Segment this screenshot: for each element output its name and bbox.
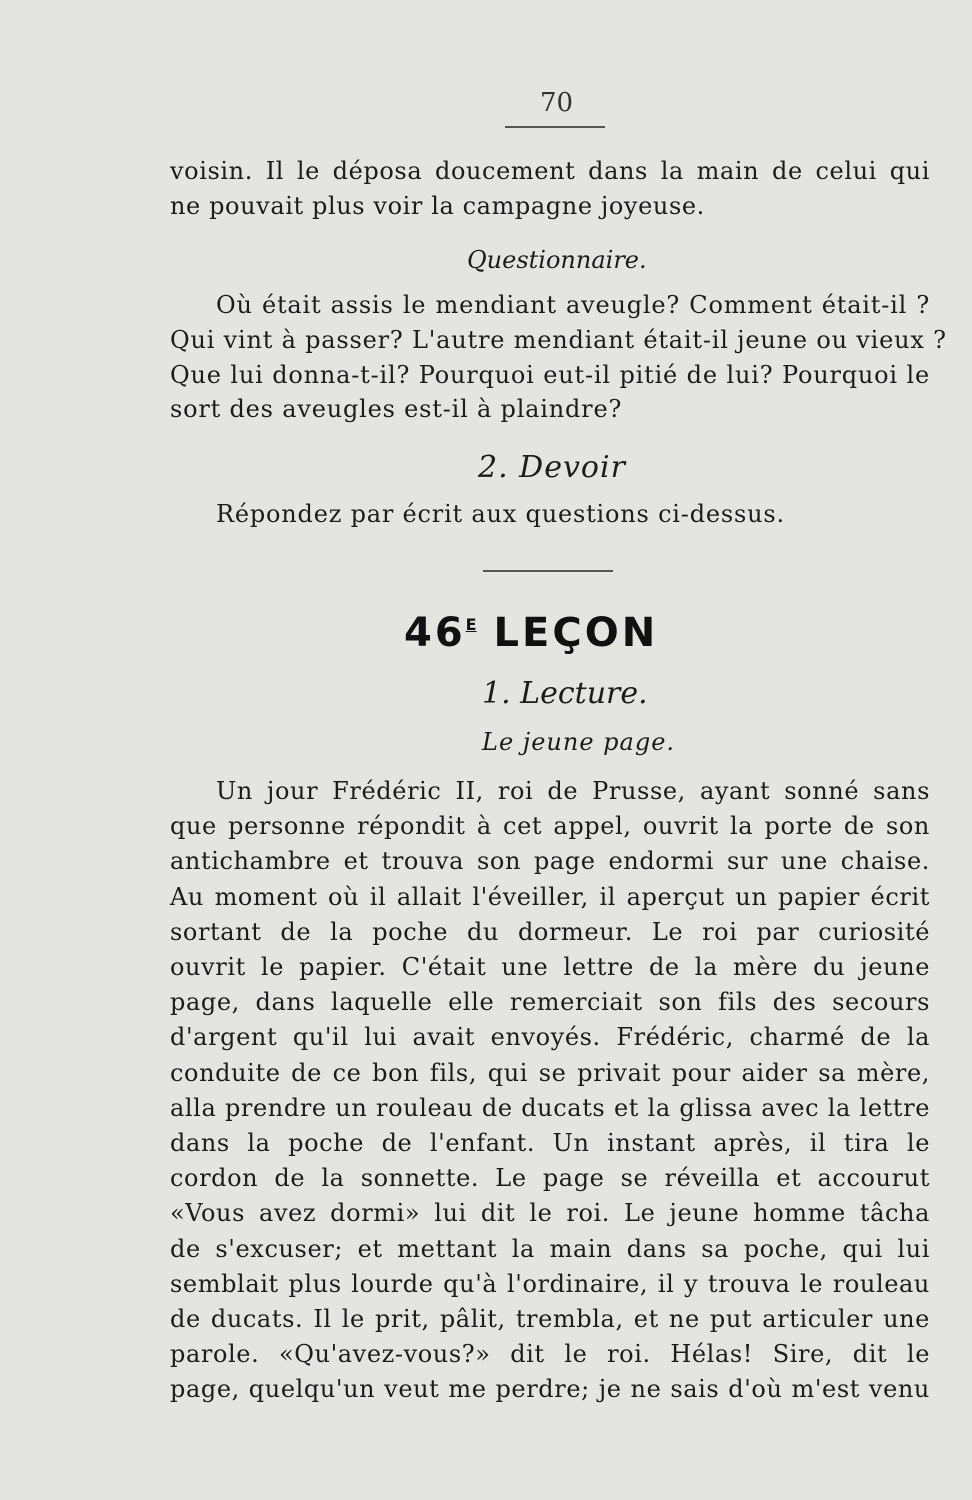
questionnaire-heading: Questionnaire.: [467, 246, 647, 274]
text-line: semblait plus lourde qu'à l'ordinaire, il y trouva le rouleau: [170, 1269, 930, 1298]
text-line: Que lui donna-t-il? Pourquoi eut-il pitié de lui? Pourquoi le: [170, 360, 930, 389]
text-line: de ducats. Il le prit, pâlit, trembla, et ne put articuler une: [170, 1305, 930, 1334]
devoir-heading: 2. Devoir: [478, 450, 626, 485]
section-divider: [483, 570, 613, 572]
text-line: Où était assis le mendiant aveugle? Comment était-il ?: [216, 291, 930, 319]
lesson-number: 46: [404, 610, 466, 656]
text-line: sort des aveugles est-il à plaindre?: [170, 395, 623, 424]
lesson-suffix: E: [465, 615, 477, 634]
text-line: page, quelqu'un veut me perdre; je ne sais d'où m'est venu: [170, 1375, 930, 1404]
page-number-rule: [505, 126, 605, 128]
devoir-instruction: Répondez par écrit aux questions ci-dessus.: [216, 500, 785, 528]
text-line: de s'excuser; et mettant la main dans sa poche, qui lui: [170, 1234, 930, 1263]
story-title: Le jeune page.: [482, 728, 676, 756]
text-line: Un jour Frédéric II, roi de Prusse, ayant sonné sans: [216, 777, 930, 805]
text-line: ouvrit le papier. C'était une lettre de la mère du jeune: [170, 953, 930, 982]
text-line: «Vous avez dormi» lui dit le roi. Le jeune homme tâcha: [170, 1199, 930, 1228]
text-line: alla prendre un rouleau de ducats et la glissa avec la lettre: [170, 1093, 930, 1122]
text-line: conduite de ce bon fils, qui se privait pour aider sa mère,: [170, 1058, 930, 1087]
text-line: page, dans laquelle elle remerciait son fils des secours: [170, 988, 930, 1017]
text-line: antichambre et trouva son page endormi sur une chaise.: [170, 847, 930, 876]
story-paragraph: [170, 774, 930, 1408]
lesson-word: LEÇON: [493, 610, 659, 656]
text-line: d'argent qu'il lui avait envoyés. Frédéric, charmé de la: [170, 1023, 930, 1052]
text-line: Qui vint à passer? L'autre mendiant était-il jeune ou vieux ?: [170, 325, 947, 354]
text-line: que personne répondit à cet appel, ouvrit la porte de son: [170, 812, 930, 841]
questionnaire-paragraph: [170, 288, 947, 427]
text-line: dans la poche de l'enfant. Un instant après, il tira le: [170, 1129, 930, 1158]
text-line: cordon de la sonnette. Le page se réveilla et accourut: [170, 1164, 930, 1193]
lecture-heading: 1. Lecture.: [482, 676, 648, 711]
text-line: ne pouvait plus voir la campagne joyeuse.: [170, 191, 705, 220]
lesson-title: [404, 610, 658, 656]
intro-paragraph: [170, 154, 930, 224]
text-line: sortant de la poche du dormeur. Le roi par curiosité: [170, 917, 930, 946]
text-line: voisin. Il le déposa doucement dans la main de celui qui: [170, 157, 930, 185]
page-number: 70: [540, 88, 574, 118]
text-line: parole. «Qu'avez-vous?» dit le roi. Hélas! Sire, dit le: [170, 1340, 930, 1369]
text-line: Au moment où il allait l'éveiller, il aperçut un papier écrit: [170, 882, 930, 911]
